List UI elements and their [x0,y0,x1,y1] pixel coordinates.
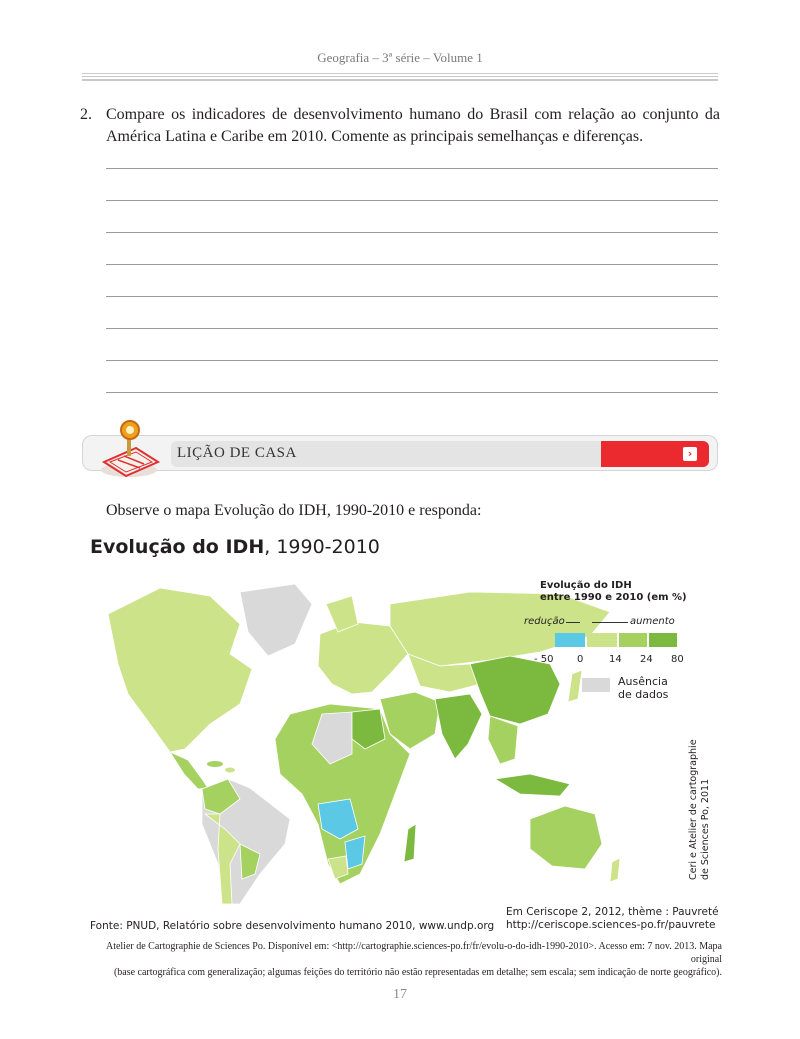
map-title [90,536,380,558]
licao-tab[interactable] [601,441,709,467]
legend-swatch-24-80 [649,633,677,647]
question-text: Compare os indicadores de desenvolvimento humano do Brasil com relação ao conjunto da América Latina e Caribe em 2010. Comente as principais semelhanças e diferenças. [106,106,720,145]
legend-swatch-0-14 [587,633,617,647]
header-rule [82,76,718,77]
answer-line[interactable] [106,360,718,361]
legend-swatch-no-data [582,678,610,692]
legend-reducao: redução [524,616,565,627]
running-header: Geografia – 3ª série – Volume 1 [317,50,483,65]
credit-line2: de Sciences Po, 2011 [700,778,711,880]
legend-title-line1: Evolução do IDH [540,580,632,591]
legend-title [540,580,687,604]
map-source: Fonte: PNUD, Relatório sobre desenvolvimento humano 2010, www.undp.org [90,920,495,932]
credit-line1: Ceri e Atelier de cartographie [688,739,699,880]
no-data-line2: de dados [618,688,669,701]
citation-line1: Atelier de Cartographie de Sciences Po. Disponível em: <http://cartographie.sciences-po.fr/fr/evolu-o-do-idh-1990-2010>. Acesso em: 7 nov. 2013. Mapa original [105,941,722,965]
legend-aumento: aumento [630,616,675,627]
legend-tick: 14 [609,654,622,665]
map-title-bold: Evolução do IDH [90,536,265,558]
homework-lamp-icon [96,418,166,480]
map-title-years: , 1990-2010 [264,536,380,558]
legend-tick: - 50 [534,654,554,665]
arrow-left-icon [566,622,580,623]
header-rule [82,73,718,74]
licao-label: LIÇÃO DE CASA [177,445,297,461]
answer-line[interactable] [106,328,718,329]
page-number: 17 [393,987,407,1002]
arrow-right-icon[interactable]: › [683,447,697,461]
no-data-line1: Ausência [618,675,668,688]
legend-tick: 0 [577,654,584,665]
legend-tick: 80 [671,654,684,665]
ceriscope-line1: Em Ceriscope 2, 2012, thème : Pauvreté [506,906,719,918]
ceriscope-source [506,906,719,932]
licao-de-casa-banner [82,435,718,471]
legend-swatch-reduction [555,633,585,647]
answer-line[interactable] [106,168,718,169]
answer-line[interactable] [106,264,718,265]
citation [82,940,722,979]
ceriscope-url[interactable]: http://ceriscope.sciences-po.fr/pauvrete [506,919,716,931]
question-2 [80,104,720,148]
map-credit [688,739,712,880]
answer-line[interactable] [106,392,718,393]
citation-line2: (base cartográfica com generalização; algumas feições do território não estão representadas em detalhe; sem escala; sem indicação de norte geográfico). [113,967,722,978]
answer-line[interactable] [106,200,718,201]
legend-no-data-label [618,675,668,701]
world-map [90,574,690,914]
legend-tick: 24 [640,654,653,665]
answer-line[interactable] [106,296,718,297]
question-number: 2. [80,106,92,123]
instruction-text: Observe o mapa Evolução do IDH, 1990-2010 e responda: [106,502,482,519]
legend-title-line2: entre 1990 e 2010 (em %) [540,592,687,603]
arrow-right-icon [592,622,628,623]
legend-swatch-14-24 [619,633,647,647]
answer-line[interactable] [106,232,718,233]
header-rule [82,79,718,81]
